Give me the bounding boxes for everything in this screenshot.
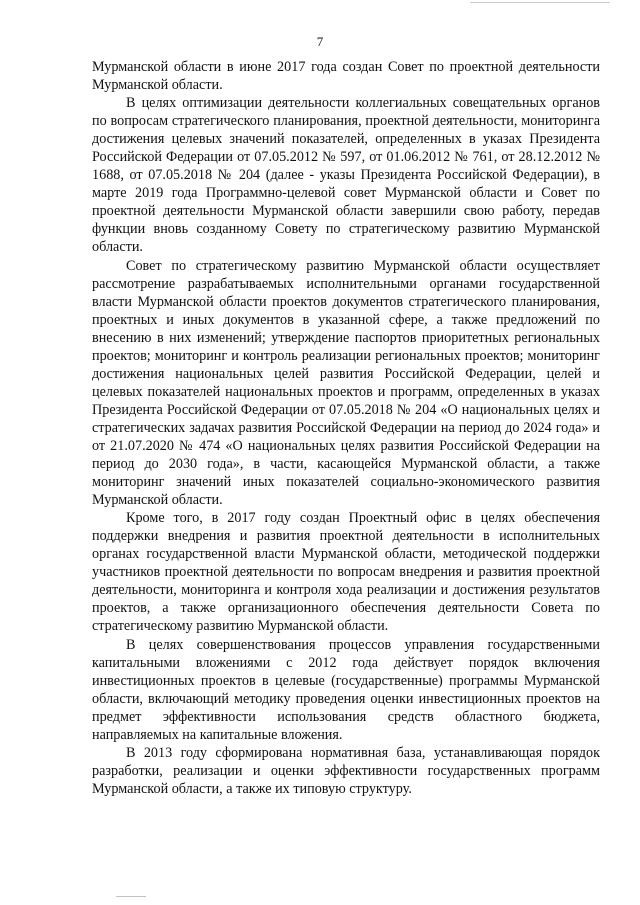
scan-artifact-line bbox=[470, 2, 610, 3]
paragraph-2: В целях оптимизации деятельности коллегиальных совещательных органов по вопросам стратегического планирования, проектной деятельности, мониторинга достижения целевых значений показателей, определенных в указах Президента Российской Федерации от 07.05.2012 № 597, от 01.06.2012 № 761, от 28.12.2012 № 1688, от 07.05.2018 № 204 (далее - указы Президента Российской Федерации), в марте 2019 года Программно-целевой совет Мурманской области и Совет по проектной деятельности Мурманской области завершили свою работу, передав функции вновь созданному Совету по стратегическому развитию Мурманской области. bbox=[92, 95, 600, 256]
paragraph-4: Кроме того, в 2017 году создан Проектный офис в целях обеспечения поддержки внедрения и развития проектной деятельности в исполнительных органах государственной власти Мурманской области, методической поддержки участников проектной деятельности по вопросам внедрения и развития проектной деятельности, мониторинга и контроля хода реализации и достижения результатов проектов, а также организационного обеспечения деятельности Совета по стратегическому развитию Мурманской области. bbox=[92, 510, 600, 635]
paragraph-6: В 2013 году сформирована нормативная база, устанавливающая порядок разработки, реализации и оценки эффективности государственных программ Мурманской области, а также их типовую структуру. bbox=[92, 744, 600, 797]
paragraph-5: В целях совершенствования процессов управления государственными капитальными вложениями с 2012 года действует порядок включения инвестиционных проектов в целевые (государственные) программы Мурманской области, включающий методику проведения оценки инвестиционных проектов на предмет эффективности использования средств областного бюджета, направляемых на капитальные вложения. bbox=[92, 636, 600, 743]
document-body bbox=[92, 58, 600, 798]
page-number: 7 bbox=[316, 34, 324, 49]
paragraph-1: Мурманской области в июне 2017 года создан Совет по проектной деятельности Мурманской области. bbox=[92, 59, 600, 94]
paragraph-3: Совет по стратегическому развитию Мурманской области осуществляет рассмотрение разрабатываемых исполнительными органами государственной власти Мурманской области проектов документов стратегического планирования, проектных и иных документов в указанной сфере, а также предложений по внесению в них изменений; утверждение паспортов приоритетных региональных проектов; мониторинг и контроль реализации региональных проектов; мониторинг достижения национальных целей развития Российской Федерации, целей и целевых показателей национальных проектов и программ, определенных в указах Президента Российской Федерации от 07.05.2018 № 204 «О национальных целях и стратегических задачах развития Российской Федерации на период до 2024 года» и от 21.07.2020 № 474 «О национальных целях развития Российской Федерации на период до 2030 года», в части, касающейся Мурманской области, а также мониторинг значений иных показателей социально-экономического развития Мурманской области. bbox=[92, 257, 600, 509]
scan-artifact-line bbox=[116, 896, 146, 897]
